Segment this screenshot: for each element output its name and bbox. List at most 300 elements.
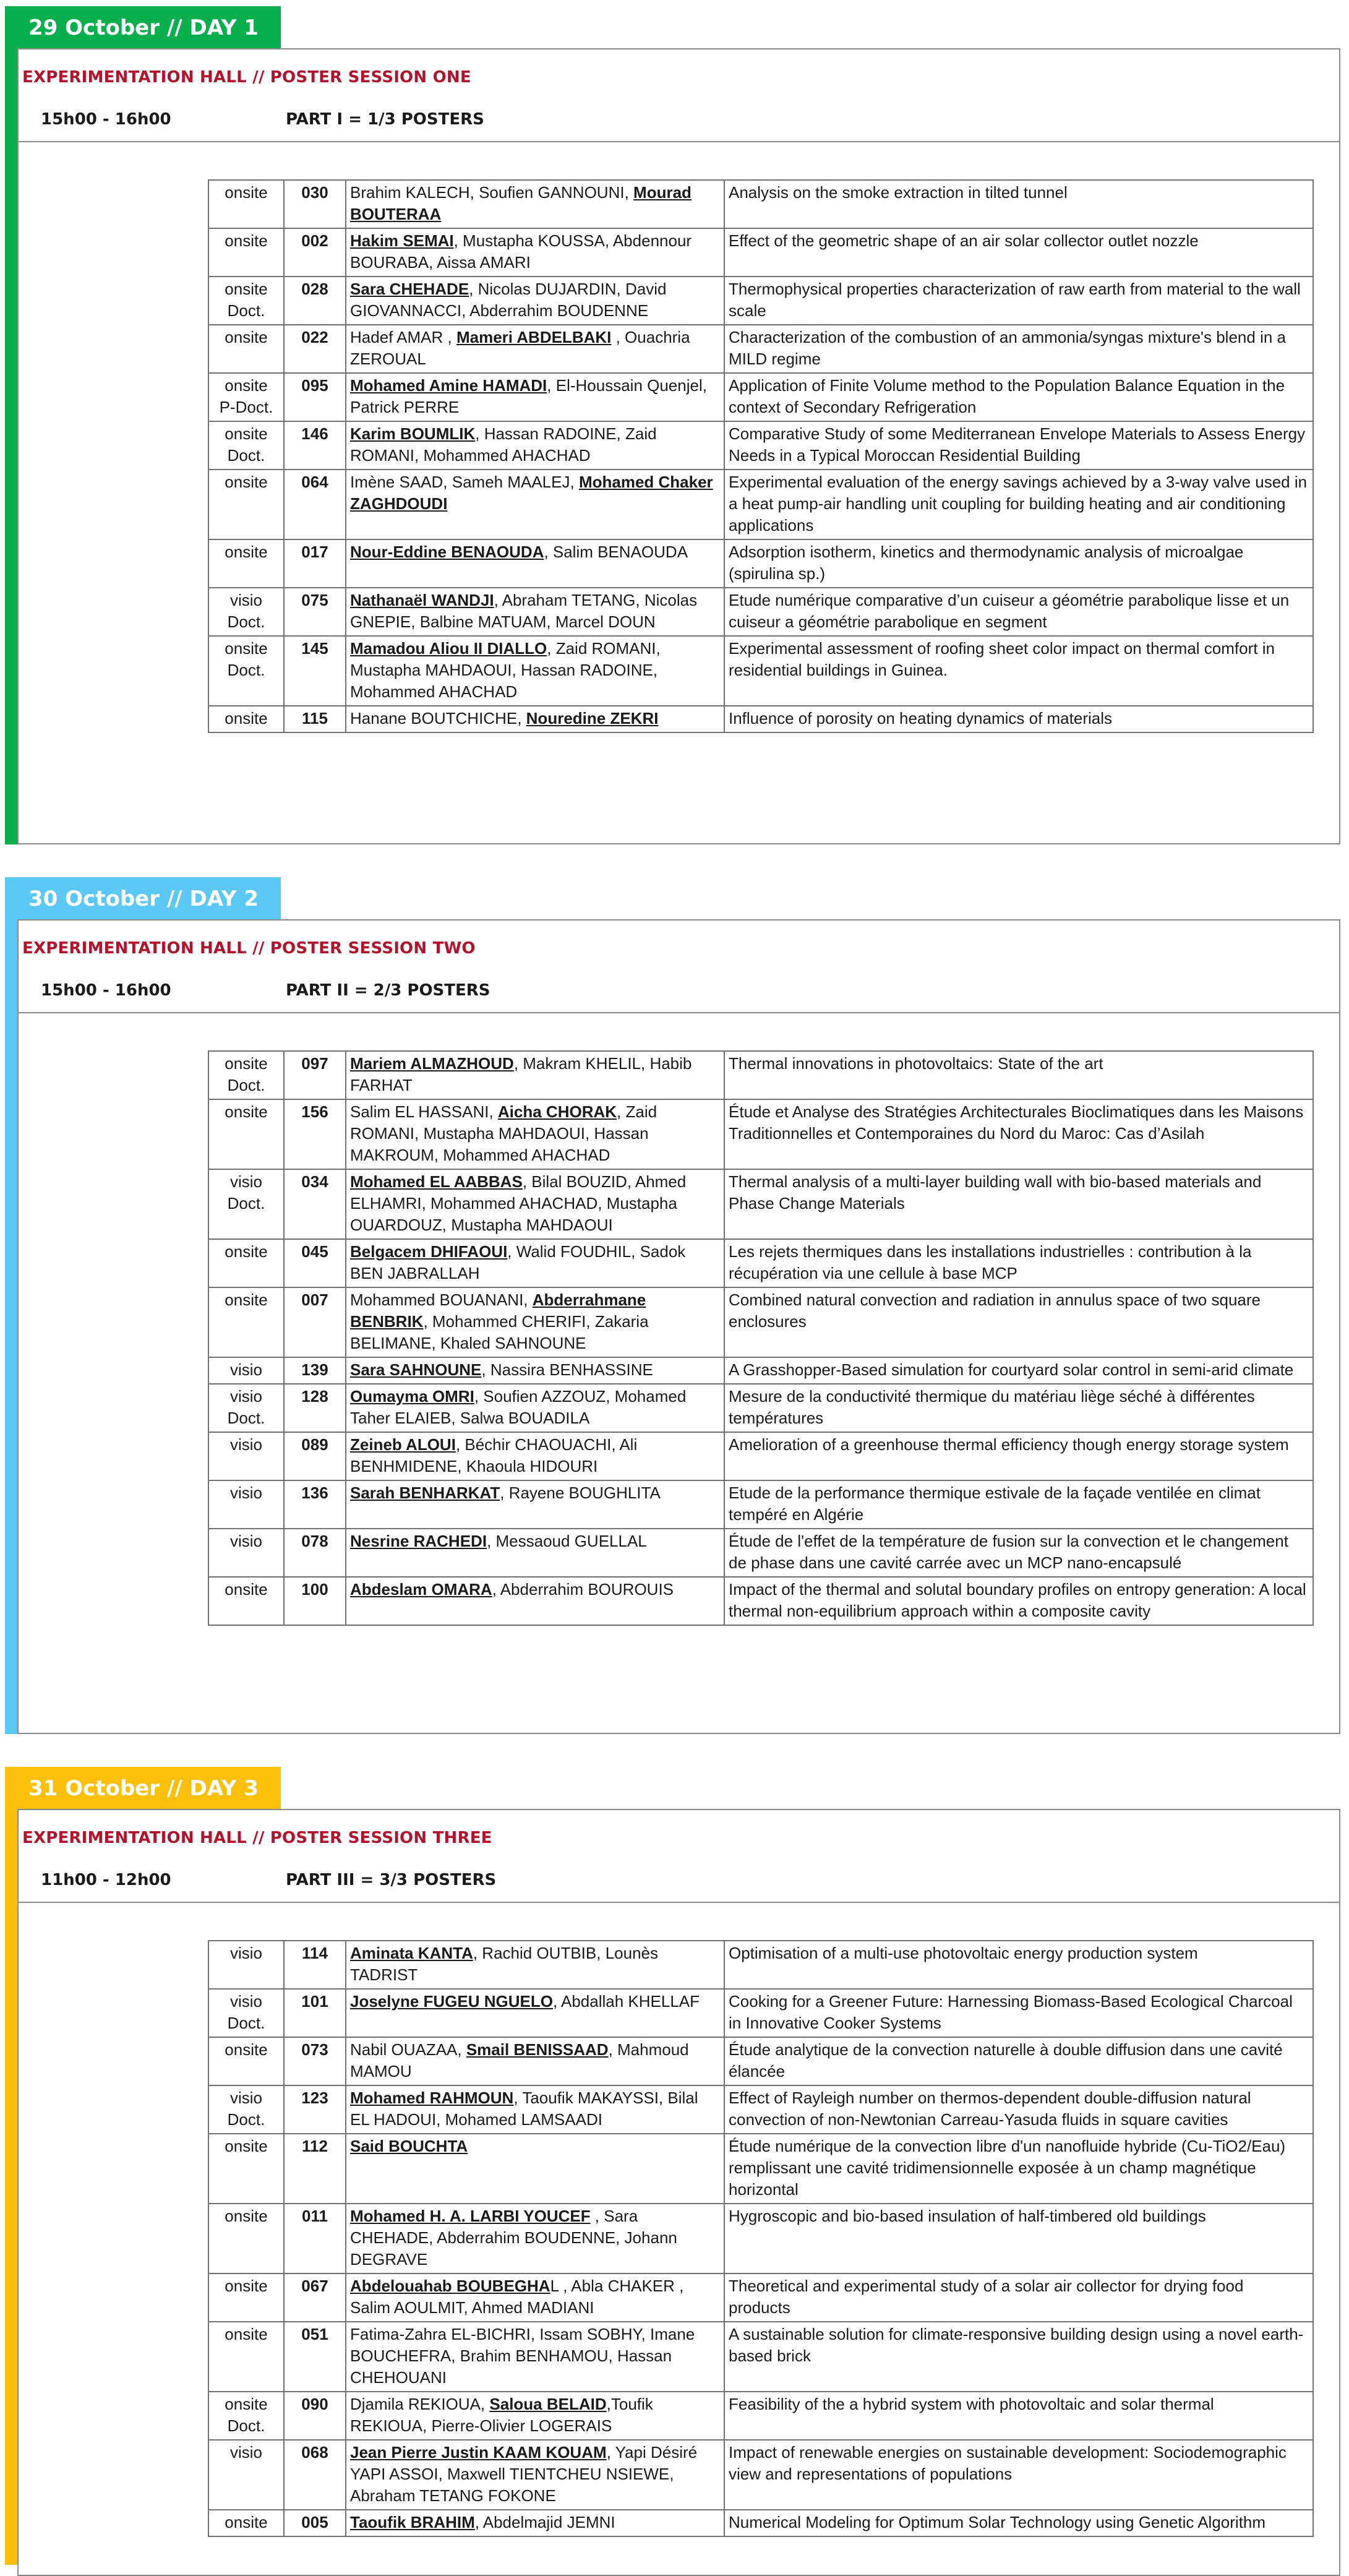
session-part: PART I = 1/3 POSTERS [286,110,484,129]
poster-number: 045 [284,1239,346,1287]
poster-row [208,1357,1313,1384]
poster-row [208,2134,1313,2204]
mode-label: onsite [225,328,268,346]
poster-row [208,588,1313,636]
co-authors: , Rayene BOUGHLITA [500,1483,661,1502]
presentation-mode [208,1384,284,1432]
poster-row [208,2204,1313,2273]
poster-authors [346,1357,724,1384]
presentation-mode [208,1169,284,1239]
poster-number: 075 [284,588,346,636]
mode-label: Doct. [227,661,265,679]
mode-label: onsite [225,543,268,561]
day-tab: 29 October // DAY 1 [5,6,281,49]
co-authors: Imène SAAD, Sameh MAALEJ, [350,473,579,491]
poster-row [208,1051,1313,1099]
poster-title: Feasibility of the a hybrid system with photovoltaic and solar thermal [724,2392,1313,2440]
presentation-mode [208,2134,284,2204]
poster-title: Étude analytique de la convection naturelle à double diffusion dans une cavité élancée [724,2037,1313,2085]
co-authors: , Taoufik MAKAYSSI, Bilal EL HADOUI, Mohamed LAMSAADI [350,2089,698,2129]
poster-number: 007 [284,1287,346,1357]
poster-authors [346,1239,724,1287]
poster-row [208,2273,1313,2322]
mode-label: visio [229,1360,262,1379]
co-authors: ,Toufik REKIOUA, Pierre-Olivier LOGERAIS [350,2395,653,2435]
poster-title: Étude et Analyse des Stratégies Architecturales Bioclimatiques dans les Maisons Traditionnelles et Contemporaines du Nord du Maroc: Cas d’Asilah [724,1099,1313,1169]
poster-number: 017 [284,539,346,588]
poster-authors [346,325,724,373]
presentation-mode [208,2392,284,2440]
poster-title: Etude de la performance thermique estivale de la façade ventilée en climat tempéré en Algérie [724,1480,1313,1529]
poster-table [208,1050,1314,1626]
poster-title: Theoretical and experimental study of a solar air collector for drying food products [724,2273,1313,2322]
co-authors: , Mustapha KOUSSA, Abdennour BOURABA, Aissa AMARI [350,231,692,272]
poster-number: 146 [284,421,346,470]
co-authors: Nabil OUAZAA, [350,2040,466,2059]
poster-authors [346,2134,724,2204]
presenting-author: Nathanaël WANDJI [350,591,494,609]
presenting-author: Saloua BELAID [489,2395,607,2413]
mode-label: Doct. [227,2014,265,2032]
presenting-author: Abdeslam OMARA [350,1580,492,1599]
session-time: 15h00 - 16h00 [41,981,171,1000]
mode-label: onsite [225,1580,268,1599]
poster-title: Adsorption isotherm, kinetics and thermodynamic analysis of microalgae (spirulina sp.) [724,539,1313,588]
poster-authors [346,2204,724,2273]
presentation-mode [208,373,284,421]
section-divider [19,1902,1339,1903]
co-authors: , Mahmoud MAMOU [350,2040,689,2080]
presentation-mode [208,706,284,732]
presentation-mode [208,1287,284,1357]
mode-label: visio [229,1172,262,1191]
presentation-mode [208,1051,284,1099]
poster-title: Thermal innovations in photovoltaics: State of the art [724,1051,1313,1099]
poster-row [208,1169,1313,1239]
poster-number: 089 [284,1432,346,1480]
poster-title: Hygroscopic and bio-based insulation of half-timbered old buildings [724,2204,1313,2273]
poster-authors [346,1169,724,1239]
poster-number: 097 [284,1051,346,1099]
day-section-1 [0,6,1349,844]
co-authors: Fatima-Zahra EL-BICHRI, Issam SOBHY, Imane BOUCHEFRA, Brahim BENHAMOU, Hassan CHEHOUANI [350,2325,695,2387]
presentation-mode [208,2322,284,2392]
presenting-author: Mohamed EL AABBAS [350,1172,523,1191]
poster-number: 067 [284,2273,346,2322]
poster-title: A Grasshopper-Based simulation for courtyard solar control in semi-arid climate [724,1357,1313,1384]
poster-row [208,1989,1313,2037]
poster-title: Mesure de la conductivité thermique du matériau liège séché à différentes températures [724,1384,1313,1432]
poster-title: Thermophysical properties characterization of raw earth from material to the wall scale [724,277,1313,325]
presentation-mode [208,588,284,636]
co-authors: , Mohammed CHERIFI, Zakaria BELIMANE, Khaled SAHNOUNE [350,1312,649,1352]
mode-label: onsite [225,2395,268,2413]
poster-number: 128 [284,1384,346,1432]
poster-authors [346,373,724,421]
poster-number: 011 [284,2204,346,2273]
poster-authors [346,2037,724,2085]
day-accent-bar [5,1810,17,2565]
co-authors: , Soufien AZZOUZ, Mohamed Taher ELAIEB, Salwa BOUADILA [350,1387,687,1427]
poster-authors [346,588,724,636]
presentation-mode [208,228,284,277]
poster-row [208,1239,1313,1287]
mode-label: Doct. [227,446,265,465]
presentation-mode [208,1941,284,1989]
presenting-author: Mameri ABDELBAKI [456,328,612,346]
presenting-author: Karim BOUMLIK [350,424,476,443]
presenting-author: Mohamed RAHMOUN [350,2089,514,2107]
co-authors: Salim EL HASSANI, [350,1102,498,1121]
presenting-author: Oumayma OMRI [350,1387,474,1406]
poster-title: Amelioration of a greenhouse thermal efficiency though energy storage system [724,1432,1313,1480]
section-divider [19,141,1339,142]
presenting-author: Abdelouahab BOUBEGHA [350,2277,550,2295]
poster-authors [346,1051,724,1099]
poster-number: 145 [284,636,346,706]
poster-row [208,1941,1313,1989]
mode-label: Doct. [227,1409,265,1427]
poster-title: A sustainable solution for climate-responsive building design using a novel earth-based brick [724,2322,1313,2392]
poster-row [208,539,1313,588]
poster-title: Experimental assessment of roofing sheet color impact on thermal comfort in residential buildings in Guinea. [724,636,1313,706]
session-part: PART II = 2/3 POSTERS [286,981,490,1000]
poster-row [208,1577,1313,1625]
session-box [17,48,1340,844]
mode-label: onsite [225,709,268,728]
mode-label: Doct. [227,1194,265,1213]
poster-title: Effect of Rayleigh number on thermos-dependent double-diffusion natural convection of non-Newtonian Carreau-Yasuda fluids in square cavities [724,2085,1313,2134]
poster-row [208,2037,1313,2085]
poster-title: Influence of porosity on heating dynamics of materials [724,706,1313,732]
presenting-author: Aicha CHORAK [497,1102,617,1121]
presentation-mode [208,1432,284,1480]
presenting-author: Taoufik BRAHIM [350,2513,475,2531]
co-authors: , Abdallah KHELLAF [552,1992,700,2011]
poster-authors [346,1099,724,1169]
day-section-3 [0,1767,1349,2565]
co-authors: Djamila REKIOUA, [350,2395,490,2413]
poster-authors [346,2440,724,2510]
session-title: EXPERIMENTATION HALL // POSTER SESSION ONE [22,68,471,87]
poster-row [208,2085,1313,2134]
presenting-author: Smail BENISSAAD [466,2040,609,2059]
poster-title: Comparative Study of some Mediterranean Envelope Materials to Assess Energy Needs in a Typical Moroccan Residential Building [724,421,1313,470]
presenting-author: Abderrahmane BENBRIK [350,1290,646,1331]
poster-authors [346,1989,724,2037]
poster-authors [346,470,724,539]
poster-authors [346,2273,724,2322]
co-authors: L , Abla CHAKER , Salim AOULMIT, Ahmed MADIANI [350,2277,684,2317]
poster-authors [346,2322,724,2392]
poster-authors [346,2510,724,2536]
presentation-mode [208,2273,284,2322]
poster-number: 095 [284,373,346,421]
co-authors: , Ouachria ZEROUAL [350,328,690,368]
presentation-mode [208,2510,284,2536]
session-time: 15h00 - 16h00 [41,110,171,129]
poster-authors [346,1287,724,1357]
presenting-author: Said BOUCHTA [350,2137,468,2155]
poster-title: Characterization of the combustion of an ammonia/syngas mixture's blend in a MILD regime [724,325,1313,373]
poster-title: Optimisation of a multi-use photovoltaic energy production system [724,1941,1313,1989]
poster-number: 002 [284,228,346,277]
poster-row [208,2322,1313,2392]
poster-number: 078 [284,1529,346,1577]
poster-row [208,1287,1313,1357]
presentation-mode [208,1239,284,1287]
co-authors: , Sara CHEHADE, Abderrahim BOUDENNE, Johann DEGRAVE [350,2207,677,2269]
poster-number: 112 [284,2134,346,2204]
poster-row [208,636,1313,706]
mode-label: onsite [225,280,268,298]
poster-number: 064 [284,470,346,539]
presentation-mode [208,1099,284,1169]
poster-row [208,1432,1313,1480]
session-part: PART III = 3/3 POSTERS [286,1871,497,1889]
poster-title: Les rejets thermiques dans les installations industrielles : contribution à la récupération via une cellule à base MCP [724,1239,1313,1287]
presenting-author: Mohamed H. A. LARBI YOUCEF [350,2207,591,2225]
poster-number: 114 [284,1941,346,1989]
presenting-author: Nouredine ZEKRI [526,709,659,728]
session-title: EXPERIMENTATION HALL // POSTER SESSION TWO [22,939,476,958]
poster-row [208,2440,1313,2510]
mode-label: Doct. [227,2416,265,2435]
mode-label: onsite [225,1054,268,1073]
presenting-author: Mourad BOUTERAA [350,183,692,223]
poster-number: 022 [284,325,346,373]
presenting-author: Mohamed Amine HAMADI [350,376,547,395]
poster-number: 030 [284,180,346,228]
co-authors: , Bilal BOUZID, Ahmed ELHAMRI, Mohammed AHACHAD, Mustapha OUARDOUZ, Mustapha MAHDAOUI [350,1172,687,1234]
poster-row [208,325,1313,373]
mode-label: onsite [225,1242,268,1261]
presenting-author: Sarah BENHARKAT [350,1483,500,1502]
poster-authors [346,1432,724,1480]
poster-row [208,373,1313,421]
poster-number: 028 [284,277,346,325]
poster-title: Étude numérique de la convection libre d'un nanofluide hybride (Cu-TiO2/Eau) remplissant une cavité tridimensionnelle exposée à un champ magnétique horizontal [724,2134,1313,2204]
poster-number: 123 [284,2085,346,2134]
co-authors: , Walid FOUDHIL, Sadok BEN JABRALLAH [350,1242,686,1282]
poster-title: Cooking for a Greener Future: Harnessing Biomass-Based Ecological Charcoal in Innovative Cooker Systems [724,1989,1313,2037]
day-tab: 30 October // DAY 2 [5,877,281,921]
presentation-mode [208,2037,284,2085]
poster-title: Impact of the thermal and solutal boundary profiles on entropy generation: A local thermal non-equilibrium approach within a composite cavity [724,1577,1313,1625]
mode-label: onsite [225,183,268,202]
presentation-mode [208,539,284,588]
poster-authors [346,706,724,732]
poster-authors [346,539,724,588]
poster-title: Experimental evaluation of the energy savings achieved by a 3-way valve used in a heat pump-air handling unit coupling for building heating and air conditioning applications [724,470,1313,539]
co-authors: , Rachid OUTBIB, Lounès TADRIST [350,1944,658,1984]
presenting-author: Nesrine RACHEDI [350,1532,487,1550]
mode-label: Doct. [227,1076,265,1094]
presentation-mode [208,1529,284,1577]
poster-number: 005 [284,2510,346,2536]
poster-row [208,1384,1313,1432]
presentation-mode [208,1989,284,2037]
co-authors: , Zaid ROMANI, Mustapha MAHDAOUI, Hassan MAKROUM, Mohammed AHACHAD [350,1102,657,1164]
poster-title: Combined natural convection and radiation in annulus space of two square enclosures [724,1287,1313,1357]
mode-label: visio [229,1944,262,1962]
presentation-mode [208,2204,284,2273]
co-authors: , Abraham TETANG, Nicolas GNEPIE, Balbine MATUAM, Marcel DOUN [350,591,698,631]
poster-number: 034 [284,1169,346,1239]
session-box [17,1809,1340,2576]
co-authors: , Abdelmajid JEMNI [474,2513,615,2531]
day-tab: 31 October // DAY 3 [5,1767,281,1810]
co-authors: Hadef AMAR , [350,328,456,346]
co-authors: , Messaoud GUELLAL [487,1532,647,1550]
poster-row [208,2392,1313,2440]
presenting-author: Nour-Eddine BENAOUDA [350,543,544,561]
co-authors: Mohammed BOUANANI, [350,1290,533,1309]
poster-number: 136 [284,1480,346,1529]
mode-label: Doct. [227,2110,265,2129]
mode-label: visio [229,1532,262,1550]
poster-title: Application of Finite Volume method to the Population Balance Equation in the context of Secondary Refrigeration [724,373,1313,421]
poster-title: Analysis on the smoke extraction in tilted tunnel [724,180,1313,228]
presenting-author: Aminata KANTA [350,1944,473,1962]
co-authors: , Zaid ROMANI, Mustapha MAHDAOUI, Hassan RADOINE, Mohammed AHACHAD [350,639,661,701]
presentation-mode [208,2440,284,2510]
presenting-author: Sara SAHNOUNE [350,1360,482,1379]
mode-label: onsite [225,639,268,658]
mode-label: onsite [225,1290,268,1309]
poster-authors [346,2392,724,2440]
mode-label: visio [229,1992,262,2011]
presentation-mode [208,1480,284,1529]
poster-title: Étude de l'effet de la température de fusion sur la convection et le changement de phase dans une cavité carrée avec un MCP nano-encapsulé [724,1529,1313,1577]
poster-row [208,1480,1313,1529]
poster-authors [346,277,724,325]
presenting-author: Hakim SEMAI [350,231,454,250]
mode-label: onsite [225,2207,268,2225]
mode-label: Doct. [227,612,265,631]
day-accent-bar [5,49,17,844]
co-authors: , Makram KHELIL, Habib FARHAT [350,1054,692,1094]
poster-authors [346,180,724,228]
poster-number: 100 [284,1577,346,1625]
poster-table [208,1940,1314,2537]
presenting-author: Sara CHEHADE [350,280,469,298]
presenting-author: Mamadou Aliou II DIALLO [350,639,547,658]
presentation-mode [208,1577,284,1625]
poster-authors [346,228,724,277]
mode-label: Doct. [227,301,265,320]
presenting-author: Mariem ALMAZHOUD [350,1054,514,1073]
presentation-mode [208,325,284,373]
poster-number: 139 [284,1357,346,1384]
co-authors: , Béchir CHAOUACHI, Ali BENHMIDENE, Khaoula HIDOURI [350,1435,638,1475]
mode-label: onsite [225,376,268,395]
presenting-author: Zeineb ALOUI [350,1435,456,1454]
day-accent-bar [5,921,17,1734]
co-authors: , El-Houssain Quenjel, Patrick PERRE [350,376,707,416]
co-authors: , Nicolas DUJARDIN, David GIOVANNACCI, Abderrahim BOUDENNE [350,280,667,320]
poster-title: Numerical Modeling for Optimum Solar Technology using Genetic Algorithm [724,2510,1313,2536]
poster-number: 051 [284,2322,346,2392]
mode-label: onsite [225,231,268,250]
poster-row [208,706,1313,732]
poster-number: 090 [284,2392,346,2440]
co-authors: , Abderrahim BOUROUIS [492,1580,674,1599]
mode-label: P-Doct. [219,398,273,416]
session-box [17,919,1340,1734]
poster-title: Thermal analysis of a multi-layer building wall with bio-based materials and Phase Change Materials [724,1169,1313,1239]
poster-row [208,277,1313,325]
poster-table [208,179,1314,733]
presenting-author: Mohamed Chaker ZAGHDOUDI [350,473,713,513]
mode-label: onsite [225,473,268,491]
poster-row [208,421,1313,470]
poster-authors [346,2085,724,2134]
co-authors: Hanane BOUTCHICHE, [350,709,526,728]
poster-title: Impact of renewable energies on sustainable development: Sociodemographic view and representations of populations [724,2440,1313,2510]
mode-label: visio [229,1483,262,1502]
mode-label: onsite [225,424,268,443]
day-section-2 [0,877,1349,1734]
presentation-mode [208,1357,284,1384]
mode-label: visio [229,2089,262,2107]
co-authors: , Hassan RADOINE, Zaid ROMANI, Mohammed AHACHAD [350,424,657,465]
poster-authors [346,636,724,706]
poster-authors [346,1577,724,1625]
poster-number: 073 [284,2037,346,2085]
presentation-mode [208,2085,284,2134]
mode-label: visio [229,1387,262,1406]
poster-authors [346,421,724,470]
mode-label: onsite [225,2277,268,2295]
mode-label: onsite [225,2513,268,2531]
mode-label: visio [229,1435,262,1454]
poster-row [208,1099,1313,1169]
poster-row [208,1529,1313,1577]
mode-label: onsite [225,1102,268,1121]
poster-number: 156 [284,1099,346,1169]
poster-row [208,228,1313,277]
mode-label: visio [229,591,262,609]
presenting-author: Joselyne FUGEU NGUELO [350,1992,553,2011]
presentation-mode [208,180,284,228]
poster-authors [346,1941,724,1989]
poster-number: 101 [284,1989,346,2037]
poster-number: 115 [284,706,346,732]
poster-number: 068 [284,2440,346,2510]
section-divider [19,1012,1339,1013]
poster-authors [346,1529,724,1577]
presentation-mode [208,421,284,470]
co-authors: Brahim KALECH, Soufien GANNOUNI, [350,183,634,202]
poster-title: Etude numérique comparative d’un cuiseur a géométrie parabolique lisse et un cuiseur a géométrie parabolique en segment [724,588,1313,636]
co-authors: , Salim BENAOUDA [544,543,688,561]
presentation-mode [208,277,284,325]
poster-authors [346,1480,724,1529]
presenting-author: Jean Pierre Justin KAAM KOUAM [350,2443,607,2462]
co-authors: , Yapi Désiré YAPI ASSOI, Maxwell TIENTCHEU NSIEWE, Abraham TETANG FOKONE [350,2443,698,2505]
presentation-mode [208,636,284,706]
mode-label: onsite [225,2040,268,2059]
poster-row [208,180,1313,228]
presenting-author: Belgacem DHIFAOUI [350,1242,508,1261]
mode-label: visio [229,2443,262,2462]
session-time: 11h00 - 12h00 [41,1871,171,1889]
poster-title: Effect of the geometric shape of an air solar collector outlet nozzle [724,228,1313,277]
presentation-mode [208,470,284,539]
co-authors: , Nassira BENHASSINE [481,1360,653,1379]
mode-label: onsite [225,2137,268,2155]
